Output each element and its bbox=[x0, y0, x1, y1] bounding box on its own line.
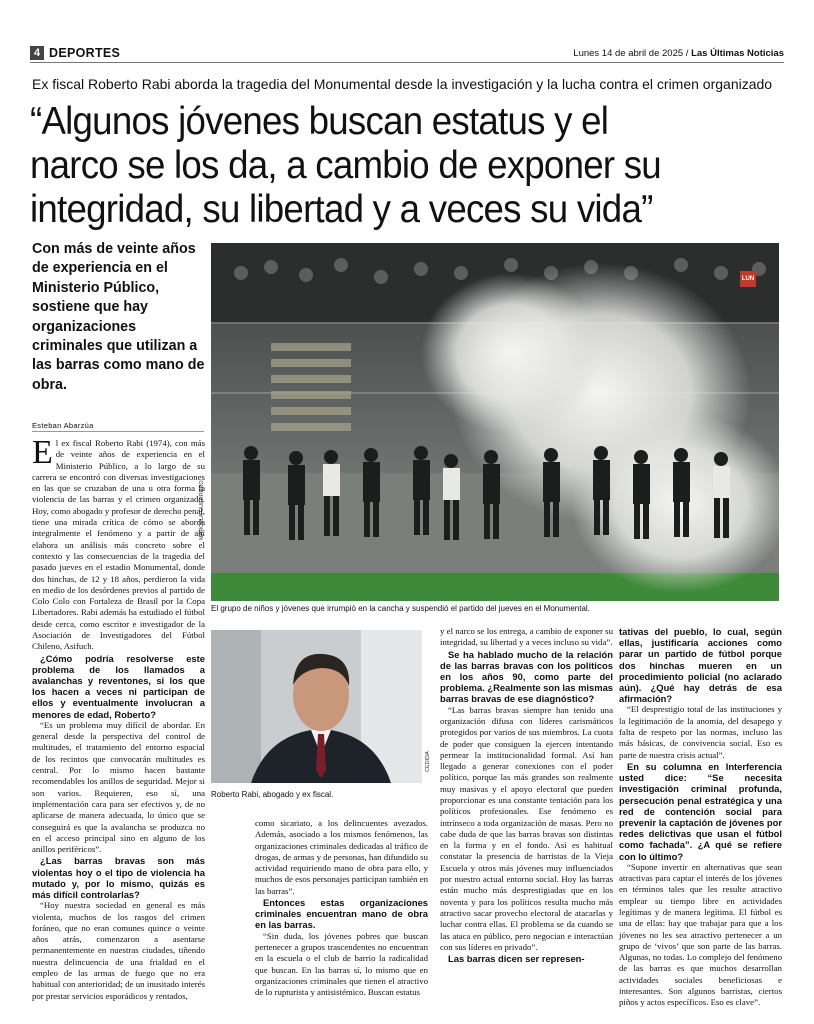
headline bbox=[30, 100, 744, 232]
interview-question: tativas del pueblo, lo cual, según ellas, justificaría acciones como parar un partido de fútbol porque dos hinchas mueren en un procedimiento policial (no aclarado aún). ¿Qué hay detrás de esa afirmación? bbox=[619, 626, 782, 705]
body-paragraph: “Es un problema muy difícil de abordar. En general desde la perspectiva del control de multitudes, el tratamiento del entorno espacial de los recintos que convocarán multitudes es central. Por lo mismo hacen bastante recomendables los anillos de seguridad. Mejor si son varios. Requieren, eso sí, una implementación cara para ser efectivos y, de no aplicarse de manera adecuada, lo único que se conseguirá es que la avalancha se produzca no en el acceso principal sino en alguno de los anillos periféricos”. bbox=[32, 719, 205, 855]
newspaper-name: Las Últimas Noticias bbox=[691, 48, 784, 59]
byline: Esteban Abarzúa bbox=[32, 421, 94, 430]
stadium-photo bbox=[211, 243, 779, 601]
headline-line: integridad, su libertad y a veces su vida” bbox=[30, 188, 653, 231]
body-paragraph: “Hoy nuestra sociedad en general es más violenta, muchos de los rasgos del crimen foráneo, que no eran comunes quince o veinte años atrás, comenzaron a asentarse permanentemente en nuestras ciudades, tiñendo nuestra delincuencia de una frialdad en el empleo de las armas de fuego que no era habitual con anterioridad; de un inusitado interés por prestar servicios esporádicos y rentados, bbox=[32, 900, 205, 1001]
body-paragraph: “Las barras bravas siempre han tenido una organización difusa con líderes carismáticos protegidos por varios de sus miembros. La cuota de poder que consiguen la ejercen intentando permear la institucionalidad formal. Así han llegado a generar conexiones con el poder político, porque las más grandes son realmente muy masivas y el apoyo electoral que pueden proporcionar es una constante tentación para los políticos profesionales. Ese fenómeno es intrínseco a toda organización de masas. Pero no cabe duda de que las barras bravas son distintas en la forma y en el fondo. Así es habitual constatar la presencia de barristas de la Vieja Escuela y otros más jóvenes muy influenciados por nuestro actual entorno social. Hoy las barras están mucho más desprestigiadas que en los noventa y para los políticos resulta mucho más atractivo sacar provecho electoral de atacarlas y luchar contra ellas. El problema se da cuando se las ataca en público, pero negocian e interactúan con sus líderes en privado”. bbox=[440, 704, 613, 952]
article-column-3 bbox=[440, 626, 613, 964]
interview-question: ¿Cómo podría resolverse este problema de los llamados a avalanchas y reventones, si los que los hacen a veces ni participan de ellos y eventualmente involucran a menores de edad, Roberto? bbox=[32, 652, 205, 720]
page-header bbox=[30, 46, 784, 60]
article-column-1 bbox=[32, 434, 205, 1002]
interview-question: En su columna en Interferencia usted dice: “Se necesita investigación criminal profunda, persecución penal estratégica y una red de contención social para prevenir la captación de jóvenes por redes delictivas que usan el fútbol como fachada”. ¿A qué se refiere con lo último? bbox=[619, 760, 782, 862]
portrait-photo bbox=[211, 630, 422, 783]
kicker: Ex fiscal Roberto Rabi aborda la tragedia del Monumental desde la investigación y la lucha contra el crimen organizado bbox=[32, 76, 773, 92]
drop-cap: E bbox=[32, 434, 53, 471]
interview-question: Se ha hablado mucho de la relación de las barras bravas con los políticos en los años 90, como parte del problema. ¿Realmente son las mismas barras bravas de ese diagnóstico? bbox=[440, 648, 613, 705]
body-paragraph: “Supone invertir en alternativas que sean atractivas para captar el interés de los jóvenes en términos tales que les resulte atractivo emplear su tiempo libre en actividades legítimas y de manera legítima. El fútbol es una de ellas: hay que trabajar para que a los jóvenes no les sea atractivo pertenecer a un grupo de ‘vivos’ que son parte de las barras. Algunas, no todas. Lo complejo del fenómeno de las barras es que muchos desarrollan actividades sociales beneficiosas e interesantes. Son algunos barristas, ciertos piños y actos específicos. Eso es clave”. bbox=[619, 861, 782, 1008]
lun-logo: LUN bbox=[740, 271, 756, 287]
issue-date: Lunes 14 de abril de 2025 bbox=[573, 48, 684, 59]
interview-question: Entonces estas organizaciones criminales encuentran mano de obra en las barras. bbox=[255, 897, 428, 931]
dateline-separator: / bbox=[683, 48, 692, 59]
body-paragraph: como sicariato, a los delincuentes avezados. Además, asociado a los mismos fenómenos, las organizaciones criminales dedicadas al tráfico de drogas, de armas y de personas, han difundido su actividad requiriendo mano de obra para ello, y muchos de esos personajes participan también en las barras”. bbox=[255, 818, 428, 896]
paragraph-text: l ex fiscal Roberto Rabi (1974), con más de veinte años de experiencia en el Ministerio Público, a lo largo de su carrera se encontró con diversas investigaciones en las que se cruzaban de una u otra forma la violencia de las barras y el crimen organizado. Hoy, como abogado y profesor de derecho penal, tiene una mirada crítica de cómo se aborda integralmente el fenómeno y a partir de ahí elabora un análisis más concreto sobre el contexto y las consecuencias de la tragedia del pasado jueves en el estadio Monumental, donde dos hinchas, de 12 y 18 años, perdieron la vida en medio de los desórdenes previos al partido de Colo Colo con Fortaleza de Brasil por la Copa Libertadores. Rabi además ha estudiado el fútbol desde cerca, como escritor e investigador de la Asociación de Investigadores del Fútbol Chileno, Asifuch. bbox=[32, 438, 205, 652]
body-paragraph: “El desprestigio total de las instituciones y la legitimación de la anomia, del desapego y falta de respeto por las normas, incluso las más básicas, de convivencia social. Eso es parte de nuestra crisis actual”. bbox=[619, 704, 782, 760]
body-paragraph bbox=[32, 434, 205, 653]
article-column-4 bbox=[619, 626, 782, 1009]
portrait-illustration bbox=[211, 630, 422, 783]
header-rule bbox=[30, 62, 784, 63]
headline-line: narco se los da, a cambio de exponer su bbox=[30, 144, 661, 187]
interview-question: ¿Las barras bravas son más violentas hoy o el tipo de violencia ha mutado y, por lo mismo, quizás es más difícil controlarlas? bbox=[32, 855, 205, 901]
photo-caption: El grupo de niños y jóvenes que irrumpió en la cancha y suspendió el partido del jueves en el Monumental. bbox=[211, 604, 590, 613]
article-column-2 bbox=[255, 818, 428, 998]
portrait-credit: CEDIDA bbox=[425, 751, 431, 772]
page-number: 4 bbox=[30, 46, 44, 60]
byline-rule bbox=[32, 431, 204, 432]
body-paragraph: y el narco se los entrega, a cambio de exponer su integridad, su libertad y a veces incluso su vida”. bbox=[440, 626, 613, 648]
section-name: DEPORTES bbox=[49, 46, 121, 60]
stadium-scene-illustration bbox=[211, 243, 779, 601]
interview-question: Las barras dicen ser represen- bbox=[448, 953, 585, 965]
dateline bbox=[573, 47, 784, 60]
headline-line: “Algunos jóvenes buscan estatus y el bbox=[30, 100, 609, 143]
portrait-caption: Roberto Rabi, abogado y ex fiscal. bbox=[211, 790, 334, 799]
body-paragraph: “Sin duda, los jóvenes pobres que buscan pertenecer a grupos trascendentes no encuentran en la escuela o el club de barrio la radicalidad que buscan. En las barras sí, lo mismo que en organizaciones criminales que tienen el atractivo de lo rupturista y antisistémico. Buscan estatus bbox=[255, 930, 428, 998]
lead-paragraph: Con más de veinte años de experiencia en el Ministerio Público, sostiene que hay organizaciones criminales que utilizan a las barras como mano de obra. bbox=[32, 241, 205, 393]
photo-credit: MARCELA GUERRERO bbox=[199, 480, 205, 540]
